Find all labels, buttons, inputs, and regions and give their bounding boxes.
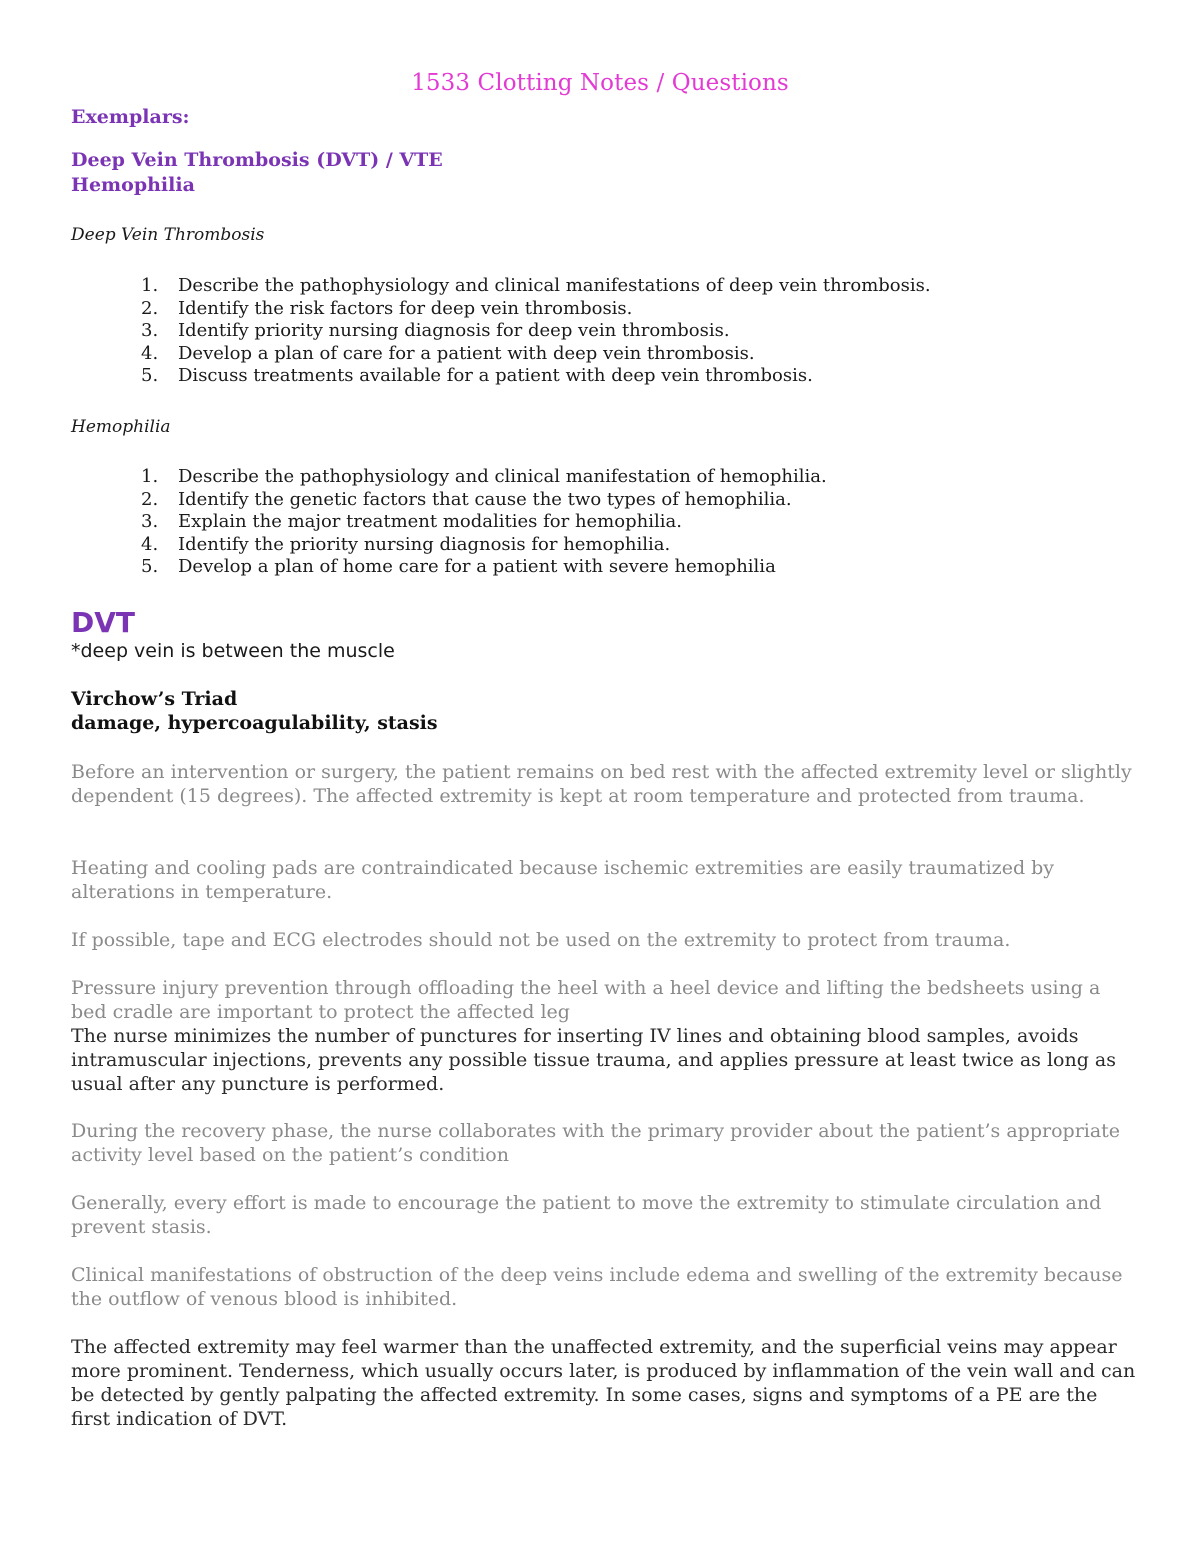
list-item: 3. Identify priority nursing diagnosis for deep vein thrombosis.	[141, 320, 730, 342]
triad-title: Virchow’s Triad	[71, 688, 238, 710]
list-item: 4. Identify the priority nursing diagnosis for hemophilia.	[141, 533, 671, 555]
exemplar-topics	[71, 148, 443, 198]
exemplars-label: Exemplars:	[71, 106, 190, 128]
list-item: 3. Explain the major treatment modalities for hemophilia.	[141, 511, 682, 533]
list-item: 5. Discuss treatments available for a patient with deep vein thrombosis.	[141, 365, 813, 387]
list-item: 1. Describe the pathophysiology and clinical manifestations of deep vein thrombosis.	[141, 275, 931, 296]
paragraph-pressure-injury: Pressure injury prevention through offloading the heel with a heel device and lifting the bedsheets using a bed cradle are important to protect the affected leg	[71, 977, 1101, 1023]
section-heading-hemophilia: Hemophilia	[71, 417, 171, 437]
paragraph-ecg-electrodes: If possible, tape and ECG electrodes should not be used on the extremity to protect from trauma.	[71, 929, 1011, 951]
list-item: 1. Describe the pathophysiology and clinical manifestation of hemophilia.	[141, 466, 827, 487]
exemplar-topic-hemophilia: Hemophilia	[71, 174, 195, 196]
dvt-note: *deep vein is between the muscle	[71, 640, 395, 662]
objectives-list-dvt	[71, 275, 1151, 388]
paragraph-punctures: The nurse minimizes the number of punctures for inserting IV lines and obtaining blood samples, avoids intramuscular injections, prevents any possible tissue trauma, and applies pressure at least twice as long as usual after any puncture is performed.	[71, 1025, 1117, 1095]
paragraph-clinical-manifestations: Clinical manifestations of obstruction of the deep veins include edema and swelling of the extremity because the outflow of venous blood is inhibited.	[71, 1264, 1123, 1310]
triad-items: damage, hypercoagulability, stasis	[71, 712, 438, 734]
paragraph-recovery-phase: During the recovery phase, the nurse collaborates with the primary provider about the patient’s appropriate activity level based on the patient’s condition	[71, 1120, 1121, 1166]
objectives-list-hemophilia	[71, 466, 1151, 579]
dvt-heading: DVT	[71, 606, 136, 639]
section-heading-dvt: Deep Vein Thrombosis	[71, 225, 265, 245]
list-item: 2. Identify the risk factors for deep vein thrombosis.	[141, 297, 633, 319]
paragraph-affected-extremity: The affected extremity may feel warmer than the unaffected extremity, and the superficial veins may appear more prominent. Tenderness, which usually occurs later, is produced by inflammation of the vein wall and can be detected by gently palpating the affected extremity. In some cases, signs and symptoms of a PE are the first indication of DVT.	[71, 1336, 1136, 1430]
list-item: 5. Develop a plan of home care for a patient with severe hemophilia	[141, 556, 776, 578]
virchows-triad	[71, 687, 438, 735]
page-title: 1533 Clotting Notes / Questions	[411, 70, 789, 96]
paragraph-move-extremity: Generally, every effort is made to encourage the patient to move the extremity to stimulate circulation and prevent stasis.	[71, 1192, 1102, 1238]
paragraph-bed-rest: Before an intervention or surgery, the patient remains on bed rest with the affected extremity level or slightly dependent (15 degrees). The affected extremity is kept at room temperature and protected from trauma.	[71, 761, 1132, 807]
list-item: 2. Identify the genetic factors that cause the two types of hemophilia.	[141, 488, 792, 510]
paragraph-heating-pads: Heating and cooling pads are contraindicated because ischemic extremities are easily traumatized by alterations in temperature.	[71, 857, 1055, 903]
exemplar-topic-dvt: Deep Vein Thrombosis (DVT) / VTE	[71, 149, 443, 171]
list-item: 4. Develop a plan of care for a patient with deep vein thrombosis.	[141, 342, 755, 364]
